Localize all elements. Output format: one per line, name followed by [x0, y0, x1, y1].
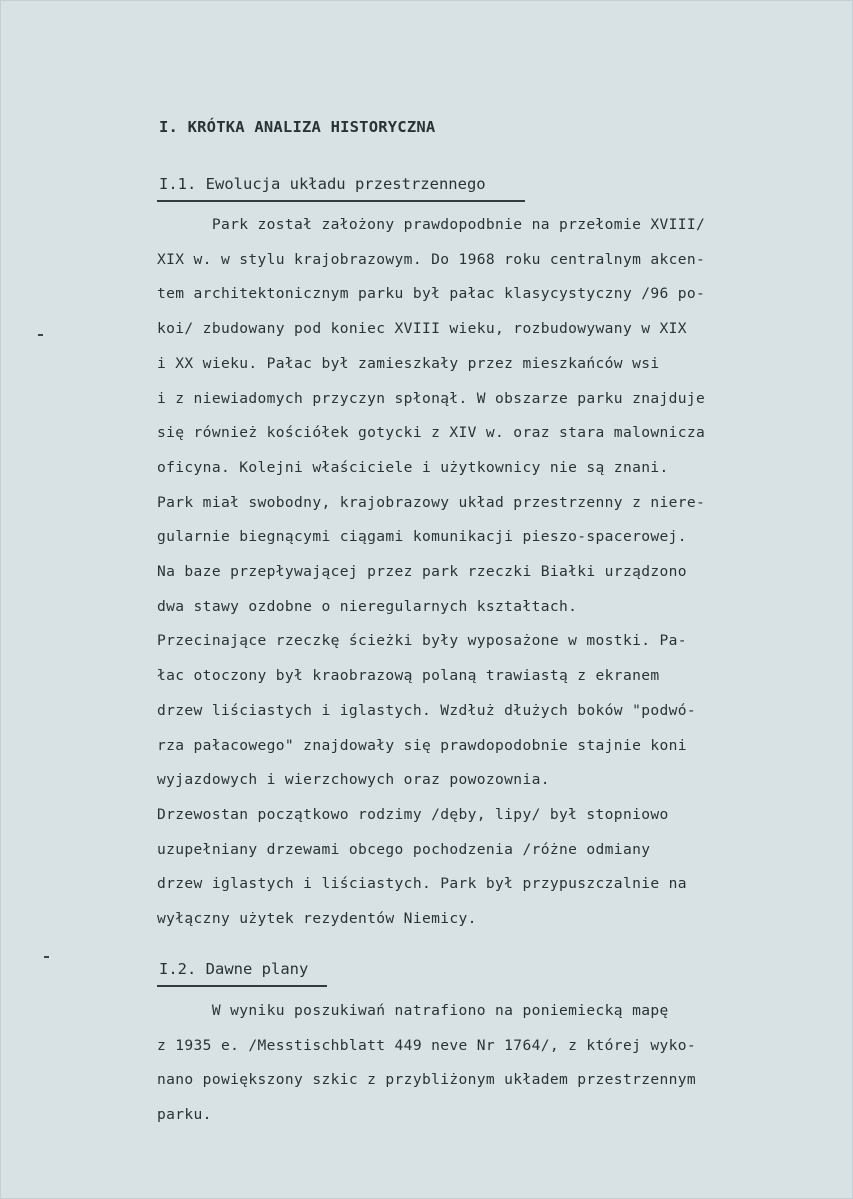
text-line: drzew iglastych i liściastych. Park był przypuszczalnie na [157, 875, 687, 893]
text-line: Park został założony prawdopodbnie na przełomie XVIII/ [157, 216, 706, 233]
section-2-title: I.2. Dawne plany [159, 960, 309, 978]
text-line: uzupełniany drzewami obcego pochodzenia /różne odmiany [157, 840, 651, 858]
text-line: Przecinające rzeczkę ścieżki były wyposażone w mostki. Pa- [157, 632, 687, 650]
text-line: oficyna. Kolejni właściciele i użytkownicy nie są znani. [157, 458, 669, 476]
text-line: wyłączny użytek rezydentów Niemicy. [157, 910, 477, 927]
margin-mark [44, 956, 49, 958]
text-line: i z niewiadomych przyczyn spłonął. W obszarze parku znajduje [157, 389, 706, 407]
main-heading: I. KRÓTKA ANALIZA HISTORYCZNA [159, 118, 436, 136]
text-line: koi/ zbudowany pod koniec XVIII wieku, rozbudowywany w XIX [157, 320, 687, 338]
text-line: W wyniku poszukiwań natrafiono na poniemiecką mapę [157, 1002, 669, 1019]
section-1-title: I.1. Ewolucja układu przestrzennego [159, 175, 486, 193]
text-line: XIX w. w stylu krajobrazowym. Do 1968 roku centralnym akcen- [157, 250, 706, 268]
text-line: łac otoczony był kraobrazową polaną trawiastą z ekranem [157, 667, 660, 685]
text-line: parku. [157, 1105, 212, 1123]
section-1-underline [157, 200, 525, 202]
text-line: z 1935 e. /Messtischblatt 449 neve Nr 1764/, z której wyko- [157, 1036, 697, 1054]
text-line: i XX wieku. Pałac był zamieszkały przez mieszkańców wsi [157, 354, 660, 372]
text-line: dwa stawy ozdobne o nieregularnych kształtach. [157, 597, 578, 615]
section-2-underline [157, 985, 327, 987]
text-line: Drzewostan początkowo rodzimy /dęby, lipy/ był stopniowo [157, 805, 669, 823]
text-line: nano powiększony szkic z przybliżonym układem przestrzennym [157, 1071, 697, 1088]
text-line: Na baze przepływającej przez park rzeczki Białki urządzono [157, 563, 687, 580]
text-line: drzew liściastych i iglastych. Wzdłuż dłużych boków "podwó- [157, 701, 697, 719]
text-line: gularnie biegnącymi ciągami komunikacji pieszo-spacerowej. [157, 528, 687, 546]
margin-mark [38, 334, 43, 336]
text-line: się również kościółek gotycki z XIV w. oraz stara malownicza [157, 424, 706, 442]
text-line: rza pałacowego" znajdowały się prawdopodobnie stajnie koni [157, 736, 687, 754]
text-line: wyjazdowych i wierzchowych oraz powozownia. [157, 771, 550, 789]
text-line: Park miał swobodny, krajobrazowy układ przestrzenny z niere- [157, 493, 706, 511]
text-line: tem architektonicznym parku był pałac klasycystyczny /96 po- [157, 285, 706, 303]
